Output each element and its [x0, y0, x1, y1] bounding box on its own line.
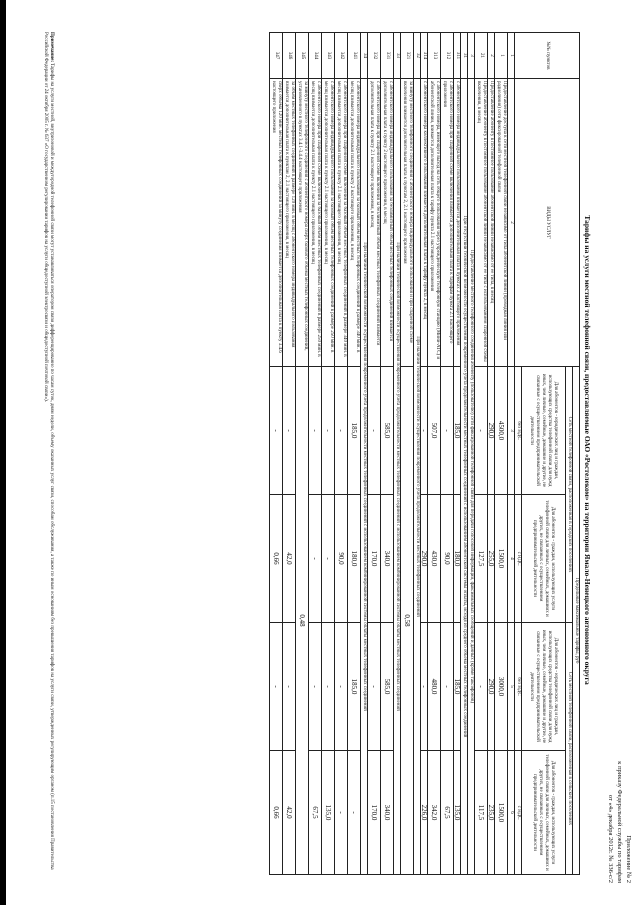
tariff-value: -: [283, 623, 296, 751]
section-title: При отсутствии технической возможности осуществления повременного учета продолжительности местных телефонных соединений с использованием абонентской системы оплаты, исходя из среднего объема местных телефонных соединений: [461, 79, 468, 875]
tariff-value: 226,0: [421, 751, 428, 875]
row-number: 32: [414, 33, 421, 79]
tariff-value: 180,0: [348, 495, 361, 623]
service-description: с абонентского номера индивидуального пользования взимается дополнительная плата в пунктах 2 настоящего приложения: [454, 79, 461, 367]
index-cell: 2: [508, 79, 515, 367]
section-row: [461, 33, 468, 875]
header-cat-a-rural: Для абонентов - юридических лиц и граждан, использующих средства телефонной связи для нужд иных, чем личные, семейные, домашние и другие, не связанные с осуществлением предпринимательской деятельности: [522, 623, 566, 751]
tariff-value: 180,0: [454, 495, 461, 623]
table-row: [322, 33, 335, 875]
tariff-value: 235,0: [488, 751, 495, 875]
section-title: Предоставление местного телефонного соединения абоненту (пользователю) сети фиксированной телефонной связи для передачи голосовой информации, факсимильных сообщений и данных (кроме таксофонов): [468, 79, 475, 875]
index-cell: 4: [508, 495, 515, 623]
service-description: Предоставление доступа к сети местной телефонной связи независимо от типа абонентской линии (проводная линия или радиолиния) сети фиксированной телефонной связи: [495, 79, 508, 367]
header-tariffs: Предельные максимальные тарифы, руб: [573, 367, 580, 875]
tariff-value: 507,0: [428, 367, 441, 495]
tariff-value: 342,0: [428, 751, 441, 875]
tariff-value: 0,66: [270, 495, 283, 623]
tariff-value: 170,0: [368, 751, 381, 875]
section-title: При наличии технической возможности осуществления повременного учета продолжительности местных телефонных соединений: [414, 79, 421, 875]
index-cell: 3: [508, 367, 515, 495]
tariff-value: 585,0: [381, 367, 394, 495]
table-row: [368, 33, 381, 875]
tariff-value: -: [309, 495, 322, 623]
notes-text: Тарифы на услуги местной, внутризоновой и междугородной телефонной связи могут устанавливаться оператором связи дифференцированно по часам суток, дням недели, объему оказанных услуг связи, способам обслуживания, а также по иным основаниям без превышения тарифов на услуги связи, утвержденных регулирующим органом (п.15 постановления Правительства Российской Федерации от 24 октября 2005 г. № 637 «О государственном регулировании тарифов на услуги общедоступной электросвязи и общедоступной почтовой связи»).: [43, 32, 54, 870]
row-number: 312: [441, 33, 454, 79]
service-description: с абонентского номера индивидуального пользования за базовый объем местных телефонных соединений в размере 340 мин. в месяц взимается дополнительная плата к пункту 2 настоящего приложения, в месяц: [348, 79, 361, 367]
tariff-value: -: [421, 367, 428, 495]
page-title: Тарифы на услуги местной телефонной связи, предоставляемые ОАО «Ростелеком» на территории Ямало-Ненецкого автономного округа: [583, 215, 592, 685]
tariff-value: -: [441, 623, 454, 751]
tariff-value: 135,0: [322, 751, 335, 875]
index-cell: 6: [508, 751, 515, 875]
section-row: [394, 33, 401, 875]
tariff-value: -: [270, 367, 283, 495]
table-row: [441, 33, 454, 875]
notes-label: Примечание:: [49, 32, 54, 63]
tariff-value: 127,5: [475, 495, 488, 623]
row-number: 321: [401, 33, 414, 79]
table-row: [454, 33, 461, 875]
tariff-value: 90,0: [441, 495, 454, 623]
tariff-value: -: [335, 367, 348, 495]
table-row: [401, 33, 414, 875]
index-cell: 5: [508, 623, 515, 751]
service-description: с абонентского номера коллективного пользования взимается дополнительная плата к тарифу пункта 2, в месяц: [421, 79, 428, 367]
service-description: за минуту местного телефонного соединения с абонентского номера сверх базового объема местных телефонных соединений, установленного в пунктах 3.4.1-3.4.4 настоящего приложения: [296, 79, 309, 367]
tariff-value: 185,0: [348, 623, 361, 751]
tariff-value: 135,0: [454, 751, 461, 875]
tariff-value: -: [421, 623, 428, 751]
table-row: [296, 33, 309, 875]
tariff-value: 3000,0: [495, 623, 508, 751]
tariff-value: -: [283, 367, 296, 495]
tariff-value: 430,0: [428, 495, 441, 623]
header-urban: Сеть местной телефонной связи, расположенная в городских поселениях: [566, 367, 573, 623]
header-line-3: от «4» декабря 2012г. № 336-с/2: [607, 794, 614, 883]
tariff-value: 4500,0: [495, 367, 508, 495]
tariff-value: 117,5: [475, 751, 488, 875]
notes: [42, 32, 54, 874]
tariff-value: 185,0: [348, 367, 361, 495]
row-number: 313: [428, 33, 441, 79]
table-row: [270, 33, 283, 875]
tariff-value: -: [309, 367, 322, 495]
merged-tariff-value: 0,58: [401, 367, 414, 875]
tariff-value: 67,5: [441, 751, 454, 875]
table-row: [309, 33, 322, 875]
section-row: [414, 33, 421, 875]
service-description: с абонентского номера, имеющего выход на сеть общего пользования через учрежденческую телефонную станцию (Мини-АТС) и абонентской линии, взимается дополнительная плата к тарифу пункта 2.1 настоящего приложения: [428, 79, 441, 367]
service-description: с абонентского номера при спаренной схеме включения за базовый объем местных телефонных соединений в размере 340 мин. в месяц взимается дополнительная плата к пункту 2.1 настоящего приложения, в месяц: [335, 79, 348, 367]
tariff-value: 42,0: [283, 495, 296, 623]
header-services: ВИДЫ УСЛУГ: [515, 79, 580, 367]
header-line-2: к приказу Федеральной службы по тарифам: [616, 761, 623, 883]
tariff-value: 1500,0: [495, 751, 508, 875]
tariff-value: -: [348, 751, 361, 875]
tariff-value: 42,0: [283, 751, 296, 875]
tariff-value: 480,0: [428, 623, 441, 751]
row-number: 343: [322, 33, 335, 79]
tariff-value: 90,0: [335, 495, 348, 623]
service-description: Предоставление абоненту в постоянное пользование абонентской линии независимо от ее типа с использованием спаренной схемы включения, в месяц: [475, 79, 488, 367]
service-description: сверх объема 120 мин. местных телефонных соединений за минуту соединения взимается дополнительная плата к пункту 3.4.6 настоящего приложения: [270, 79, 283, 367]
tariff-value: 255,0: [488, 495, 495, 623]
tariff-value: 67,5: [309, 751, 322, 875]
service-description: с абонентского номера при спаренной схеме включения за безлимитный объем местных телефонных соединений взимается дополнительная плата к пункту 2.1 настоящего приложения, в месяц: [368, 79, 381, 367]
tariff-table: [269, 32, 580, 875]
row-number: 1: [495, 33, 508, 79]
tariff-value: 585,0: [381, 623, 394, 751]
tariff-value: 185,0: [454, 367, 461, 495]
header-with-vat-1: с НДС: [515, 495, 522, 623]
table-body: [270, 33, 508, 875]
row-number: 33: [394, 33, 401, 79]
tariff-value: -: [475, 367, 488, 495]
service-description: с абонентского номера индивидуального пользования за безлимитный объем местных телефонных соединений взимается дополнительная плата к пункту 2 настоящего приложения, в месяц: [381, 79, 394, 367]
table-row: [488, 33, 495, 875]
tariff-value: 290,0: [488, 623, 495, 751]
service-description: Предоставление абоненту в постоянное пользование абонентской линии независимо от ее типа, в месяц: [488, 79, 495, 367]
row-number: 311: [454, 33, 461, 79]
tariff-value: 1500,0: [495, 495, 508, 623]
tariff-value: -: [335, 751, 348, 875]
row-number: 2: [488, 33, 495, 79]
tariff-value: -: [309, 623, 322, 751]
row-number: 21: [475, 33, 488, 79]
table-row: [421, 33, 428, 875]
section-row: [468, 33, 475, 875]
row-number: 34: [361, 33, 368, 79]
row-number: 31: [461, 33, 468, 79]
header-num: №№ пунктов: [515, 33, 580, 79]
tariff-value: 185,0: [454, 623, 461, 751]
row-number: 341: [348, 33, 361, 79]
tariff-value: -: [270, 623, 283, 751]
index-cell: 1: [508, 33, 515, 79]
scan-edge: [0, 0, 6, 905]
tariff-value: -: [322, 623, 335, 751]
row-number: 344: [309, 33, 322, 79]
merged-tariff-value: 0,48: [296, 367, 309, 875]
service-description: за объем местных телефонных соединений в размере 120 мин. в месяц с абонентского номера индивидуального пользования взимается дополнительная плата к пунктам 2, 2.1 настоящего приложения, в месяц: [283, 79, 296, 367]
table-row: [495, 33, 508, 875]
tariff-value: 340,0: [381, 751, 394, 875]
row-number: 314: [421, 33, 428, 79]
section-row: [361, 33, 368, 875]
header-with-vat-2: с НДС: [515, 751, 522, 875]
row-number: 331: [381, 33, 394, 79]
row-number: 347: [270, 33, 283, 79]
header-no-vat-1: без НДС: [515, 367, 522, 495]
table-row: [428, 33, 441, 875]
tariff-value: -: [368, 367, 381, 495]
header-rural: Сеть местной телефонной связи, расположенная в сельских поселениях: [566, 623, 573, 875]
service-description: с абонентского номера при спаренной схеме включения за базовый объем местных телефонных соединений в размере 250 мин. в месяц взимается дополнительная плата к пункту 2.1 настоящего приложения, в месяц: [309, 79, 322, 367]
tariff-value: 340,0: [381, 495, 394, 623]
row-number: 3: [468, 33, 475, 79]
tariff-value: -: [335, 623, 348, 751]
tariff-value: -: [441, 367, 454, 495]
section-title: При наличии технической возможности осуществления повременного учета продолжительности местных телефонных соединений с использованием комбинированной системы оплаты местных телефонных соединений: [361, 79, 368, 875]
tariff-value: 290,0: [421, 495, 428, 623]
header-no-vat-2: без НДС: [515, 623, 522, 751]
tariff-value: 0,66: [270, 751, 283, 875]
tariff-value: 170,0: [368, 495, 381, 623]
header-cat-b-urban: Для абонентов - граждан, использующих услуги телефонной связи для личных, семейных, домашних и других, не связанных с осуществлением предпринимательской деятельности: [522, 495, 566, 623]
tariff-value: -: [368, 623, 381, 751]
table-row: [381, 33, 394, 875]
tariff-value: -: [322, 367, 335, 495]
table-row: [283, 33, 296, 875]
section-title: При наличии технической возможности осуществления повременного учета продолжительности местных телефонных соединений с использованием комбинированной системы оплаты местных телефонных соединений: [394, 79, 401, 875]
table-row: [335, 33, 348, 875]
row-number: 342: [335, 33, 348, 79]
row-number: 332: [368, 33, 381, 79]
row-number: 346: [283, 33, 296, 79]
service-description: за минуту местного телефонного соединения с абонентского номера индивидуального пользования и при спаренной схеме включения взимается дополнительная плата к пунктам 2, 2.1 настоящего приложения: [401, 79, 414, 367]
tariff-value: 290,0: [488, 367, 495, 495]
header-line-1: Приложение № 2: [625, 835, 632, 883]
service-description: с абонентского номера при спаренной схеме включения взимается дополнительная плата к тарифам пункта 2.1 настоящего приложения: [441, 79, 454, 367]
service-description: с абонентского номера индивидуального пользования за базовый объем местных телефонных соединений в размере 250 мин. в месяц взимается дополнительная плата к пункту 2.1 настоящего приложения, в месяц: [322, 79, 335, 367]
table-row: [475, 33, 488, 875]
tariff-value: -: [475, 623, 488, 751]
row-number: 345: [296, 33, 309, 79]
header-cat-b-rural: Для абонентов - граждан, использующих услуги телефонной связи для личных, семейных, домашних и других, не связанных с осуществлением предпринимательской деятельности: [522, 751, 566, 875]
header-cat-a-urban: Для абонентов - юридических лиц и граждан, использующих средства телефонной связи для нужд иных, чем личные, семейные, домашние и другие, не связанные с осуществлением предпринимательской деятельности: [522, 367, 566, 495]
tariff-value: -: [322, 495, 335, 623]
table-row: [348, 33, 361, 875]
